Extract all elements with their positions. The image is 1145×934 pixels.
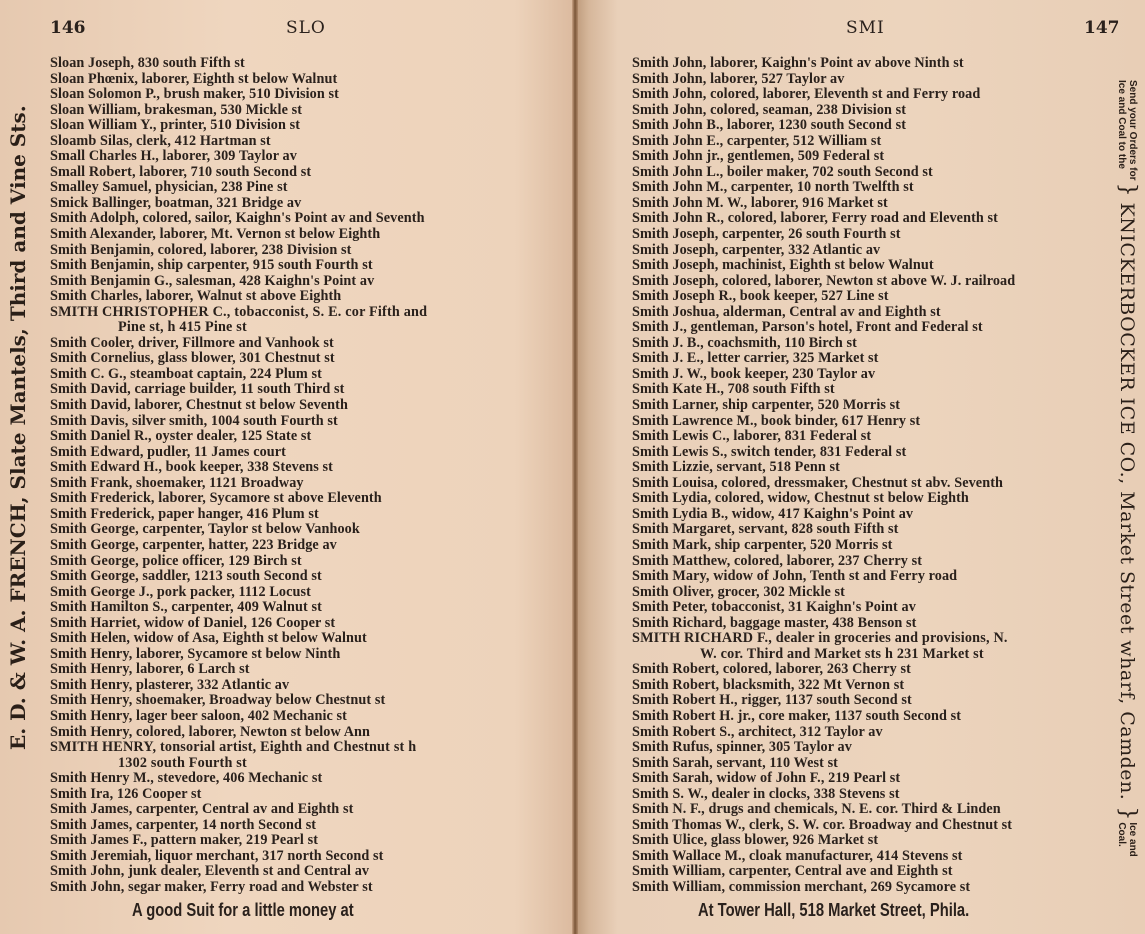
directory-entry — [632, 429, 1015, 445]
side-ad-line: Coal. — [1116, 822, 1128, 847]
entry-continuation: 1302 south Fourth st — [118, 754, 247, 771]
book-gutter — [572, 0, 578, 934]
entry-text: Smith Frederick, laborer, Sycamore st above Eleventh — [50, 490, 382, 507]
side-ad-bottom-lines — [1117, 822, 1139, 856]
directory-entry — [632, 72, 1015, 88]
directory-entry — [632, 833, 1015, 849]
directory-entry — [50, 118, 427, 134]
directory-entry — [632, 165, 1015, 181]
entry-text: Smith J. W., book keeper, 230 Taylor av — [632, 365, 876, 382]
directory-entry — [632, 864, 1015, 880]
directory-entry — [50, 600, 427, 616]
entry-text: Smith Henry M., stevedore, 406 Mechanic st — [50, 770, 323, 787]
directory-entry — [50, 227, 427, 243]
page-number-left: 146 — [50, 18, 86, 38]
entry-text: Sloan Phœnix, laborer, Eighth st below Walnut — [50, 70, 338, 87]
directory-entry — [50, 849, 427, 865]
entry-continuation: W. cor. Third and Market sts h 231 Market st — [700, 645, 984, 662]
side-ad-main: KNICKERBOCKER ICE CO., Market Street wharf, Camden. — [1116, 202, 1139, 801]
entry-text: Smith Lydia B., widow, 417 Kaighn's Point av — [632, 505, 914, 522]
directory-entry — [50, 522, 427, 538]
entry-text: Smith Lawrence M., book binder, 617 Henry st — [632, 412, 921, 429]
directory-entry — [632, 662, 1015, 678]
entry-text: Smith Henry, laborer, Sycamore st below Ninth — [50, 645, 341, 662]
entry-text: Smith George, saddler, 1213 south Second st — [50, 568, 322, 585]
entry-text: Smith Harriet, widow of Daniel, 126 Cooper st — [50, 614, 336, 631]
directory-entry — [50, 740, 427, 771]
directory-entry — [50, 414, 427, 430]
entry-text: Smith Joseph, carpenter, 26 south Fourth st — [632, 226, 901, 243]
directory-entry — [50, 771, 427, 787]
entry-text: Smith Robert H., rigger, 1137 south Second st — [632, 692, 912, 709]
directory-entry — [632, 258, 1015, 274]
directory-entry — [50, 616, 427, 632]
entry-text: Smith Robert, blacksmith, 322 Mt Vernon st — [632, 676, 905, 693]
directory-entry — [632, 243, 1015, 259]
entry-text: Smith Henry, laborer, 6 Larch st — [50, 661, 250, 678]
entry-text: Smith Larner, ship carpenter, 520 Morris st — [632, 397, 901, 414]
directory-entry — [50, 211, 427, 227]
entry-text: Smith John B., laborer, 1230 south Second st — [632, 117, 907, 134]
directory-entry — [632, 787, 1015, 803]
entry-text: Smith Joseph, colored, laborer, Newton st above W. J. railroad — [632, 272, 1016, 289]
directory-entry — [50, 507, 427, 523]
entry-text: Smith Joseph, carpenter, 332 Atlantic av — [632, 241, 881, 258]
directory-entry — [632, 818, 1015, 834]
entry-text: Smith John E., carpenter, 512 William st — [632, 132, 882, 149]
entry-text: Smith George, police officer, 129 Birch st — [50, 552, 302, 569]
entry-text: Smith Wallace M., cloak manufacturer, 414 Stevens st — [632, 847, 963, 864]
directory-entry — [632, 211, 1015, 227]
directory-entry — [632, 522, 1015, 538]
directory-entry — [50, 180, 427, 196]
directory-entry — [632, 196, 1015, 212]
entry-text: Smith Joseph R., book keeper, 527 Line st — [632, 288, 889, 305]
directory-entry — [50, 725, 427, 741]
directory-entry — [632, 398, 1015, 414]
directory-entry — [632, 382, 1015, 398]
directory-entry — [50, 72, 427, 88]
entry-text: Smith Lewis S., switch tender, 831 Federal st — [632, 443, 907, 460]
directory-entry — [632, 678, 1015, 694]
directory-entry — [50, 460, 427, 476]
directory-entry — [50, 585, 427, 601]
entry-text: Smith John, laborer, Kaighn's Point av above Ninth st — [632, 55, 964, 71]
entry-text: Smith John M. W., laborer, 916 Market st — [632, 194, 888, 211]
directory-entry — [50, 289, 427, 305]
directory-entry — [632, 445, 1015, 461]
directory-entry — [632, 491, 1015, 507]
directory-entry — [632, 616, 1015, 632]
directory-entry — [50, 367, 427, 383]
entry-text: Smith John, colored, laborer, Eleventh st and Ferry road — [632, 86, 981, 103]
directory-entry — [632, 414, 1015, 430]
running-head-right: SMI — [846, 18, 885, 38]
entry-text: Smith Henry, colored, laborer, Newton st below Ann — [50, 723, 371, 740]
directory-entry — [50, 491, 427, 507]
entry-text: Smith J. B., coachsmith, 110 Birch st — [632, 334, 857, 351]
entry-text: Sloamb Silas, clerk, 412 Hartman st — [50, 132, 271, 149]
directory-entry — [50, 631, 427, 647]
directory-entry — [632, 367, 1015, 383]
entry-text: Smith James, carpenter, 14 north Second st — [50, 816, 317, 833]
directory-entry — [632, 227, 1015, 243]
entry-text: Smith George J., pork packer, 1112 Locust — [50, 583, 311, 600]
entry-text: Smith Henry, plasterer, 332 Atlantic av — [50, 676, 290, 693]
entry-text: Smith James F., pattern maker, 219 Pearl st — [50, 832, 319, 849]
side-ad-line: Ice and Coal to the — [1116, 80, 1128, 169]
directory-entry — [50, 243, 427, 259]
directory-entry — [632, 149, 1015, 165]
entry-text: Sloan Solomon P., brush maker, 510 Division st — [50, 86, 339, 103]
entry-text: Smith Lydia, colored, widow, Chestnut st below Eighth — [632, 490, 969, 507]
entry-text: Smith Helen, widow of Asa, Eighth st below Walnut — [50, 630, 367, 647]
entry-text: Smith Jeremiah, liquor merchant, 317 north Second st — [50, 847, 384, 864]
directory-entry — [632, 460, 1015, 476]
directory-entry — [50, 693, 427, 709]
directory-entry — [50, 833, 427, 849]
directory-entry — [632, 56, 1015, 72]
directory-entry — [632, 554, 1015, 570]
directory-entry — [50, 569, 427, 585]
entry-text: Small Robert, laborer, 710 south Second st — [50, 163, 312, 180]
entry-text: Smith Thomas W., clerk, S. W. cor. Broadway and Chestnut st — [632, 816, 1013, 833]
entry-text: Smith Kate H., 708 south Fifth st — [632, 381, 835, 398]
entry-text: Smith Mark, ship carpenter, 520 Morris st — [632, 536, 893, 553]
directory-entry — [50, 336, 427, 352]
directory-entry — [632, 771, 1015, 787]
entry-text: Smick Ballinger, boatman, 321 Bridge av — [50, 194, 302, 211]
directory-entry — [632, 476, 1015, 492]
directory-entry — [50, 196, 427, 212]
entry-text: Smith J. E., letter carrier, 325 Market st — [632, 350, 879, 367]
entry-text: Smith Joshua, alderman, Central av and Eighth st — [632, 303, 941, 320]
directory-entry — [50, 305, 427, 336]
side-ad-line: Ice and — [1127, 822, 1139, 857]
footer-right: At Tower Hall, 518 Market Street, Phila. — [698, 900, 970, 920]
entry-text: Smith Lizzie, servant, 518 Penn st — [632, 459, 840, 476]
directory-entry — [632, 320, 1015, 336]
side-ad-top-lines — [1117, 80, 1139, 181]
entry-text: Smith Ira, 126 Cooper st — [50, 785, 202, 802]
directory-entry — [50, 647, 427, 663]
directory-entry — [50, 274, 427, 290]
entry-text: Smith John, colored, seaman, 238 Division st — [632, 101, 907, 118]
entry-text: Smith Benjamin G., salesman, 428 Kaighn's Point av — [50, 272, 375, 289]
entry-text: Sloan William, brakesman, 530 Mickle st — [50, 101, 303, 118]
directory-entry — [50, 351, 427, 367]
entry-text: Smith John, junk dealer, Eleventh st and Central av — [50, 863, 370, 880]
entry-text: Smith John, laborer, 527 Taylor av — [632, 70, 845, 87]
directory-entry — [632, 585, 1015, 601]
entry-text: Smith Davis, silver smith, 1004 south Fourth st — [50, 412, 338, 429]
entry-text: Small Charles H., laborer, 309 Taylor av — [50, 148, 297, 165]
entry-continuation: Pine st, h 415 Pine st — [118, 319, 247, 336]
directory-entry — [632, 693, 1015, 709]
entry-text: Smith Daniel R., oyster dealer, 125 State st — [50, 428, 312, 445]
directory-entry — [632, 351, 1015, 367]
entry-text: Smith Henry, shoemaker, Broadway below Chestnut st — [50, 692, 386, 709]
directory-entry — [50, 538, 427, 554]
entry-text: Smith Lewis C., laborer, 831 Federal st — [632, 428, 872, 445]
entry-text: Smith John, segar maker, Ferry road and Webster st — [50, 878, 373, 895]
entry-text: Smith Adolph, colored, sailor, Kaighn's Point av and Seventh — [50, 210, 425, 227]
directory-entry — [632, 756, 1015, 772]
entry-text: Smith Cornelius, glass blower, 301 Chestnut st — [50, 350, 335, 367]
side-advertisement-right — [1115, 80, 1140, 857]
entry-text: Smith George, carpenter, Taylor st below Vanhook — [50, 521, 360, 538]
directory-entry — [632, 103, 1015, 119]
directory-entry — [50, 787, 427, 803]
directory-entry — [632, 880, 1015, 896]
directory-entry — [50, 149, 427, 165]
entry-text: Smith Robert H. jr., core maker, 1137 south Second st — [632, 707, 962, 724]
entry-text: Smalley Samuel, physician, 238 Pine st — [50, 179, 288, 196]
entry-text: Smith Frank, shoemaker, 1121 Broadway — [50, 474, 304, 491]
directory-entry — [50, 476, 427, 492]
entry-text: Smith Robert S., architect, 312 Taylor av — [632, 723, 883, 740]
directory-entry — [50, 103, 427, 119]
entry-text: Smith James, carpenter, Central av and Eighth st — [50, 801, 354, 818]
directory-entry — [632, 87, 1015, 103]
entry-text: Smith David, carriage builder, 11 south Third st — [50, 381, 345, 398]
entry-text: Smith S. W., dealer in clocks, 338 Stevens st — [632, 785, 900, 802]
entry-text: Smith John M., carpenter, 10 north Twelfth st — [632, 179, 914, 196]
directory-entry — [632, 725, 1015, 741]
entry-text: Smith Joseph, machinist, Eighth st below Walnut — [632, 257, 934, 274]
entry-text: Smith Benjamin, ship carpenter, 915 south Fourth st — [50, 257, 373, 274]
directory-entry — [632, 600, 1015, 616]
side-advertisement-left: E. D. & W. A. FRENCH, Slate Mantels, Third and Vine Sts. — [6, 105, 30, 750]
entry-text: Smith Sarah, widow of John F., 219 Pearl st — [632, 770, 901, 787]
entry-text: Smith Alexander, laborer, Mt. Vernon st below Eighth — [50, 226, 381, 243]
entry-text: Smith William, carpenter, Central ave and Eighth st — [632, 863, 953, 880]
directory-entry — [632, 134, 1015, 150]
entry-text: Smith C. G., steamboat captain, 224 Plum st — [50, 365, 322, 382]
entry-text: Smith George, carpenter, hatter, 223 Bridge av — [50, 536, 337, 553]
entry-text: Smith Richard, baggage master, 438 Benson st — [632, 614, 917, 631]
entry-text: Smith John R., colored, laborer, Ferry road and Eleventh st — [632, 210, 998, 227]
entry-text: Smith Mary, widow of John, Tenth st and Ferry road — [632, 568, 958, 585]
directory-entry — [50, 864, 427, 880]
entry-text: Sloan William Y., printer, 510 Division st — [50, 117, 301, 134]
entry-text: Smith N. F., drugs and chemicals, N. E. cor. Third & Linden — [632, 801, 1001, 818]
directory-entry — [50, 554, 427, 570]
brace-icon: } — [1115, 806, 1140, 821]
entry-text: Smith Sarah, servant, 110 West st — [632, 754, 839, 771]
directory-entry — [50, 818, 427, 834]
directory-entry — [632, 740, 1015, 756]
directory-entry — [632, 305, 1015, 321]
directory-entry — [50, 445, 427, 461]
entry-text: Smith Charles, laborer, Walnut st above Eighth — [50, 288, 342, 305]
directory-entry — [50, 429, 427, 445]
side-ad-line: Send your Orders for — [1127, 80, 1139, 181]
directory-entry — [632, 274, 1015, 290]
entry-text: Smith Louisa, colored, dressmaker, Chestnut st abv. Seventh — [632, 474, 1004, 491]
entry-text: Smith Hamilton S., carpenter, 409 Walnut st — [50, 599, 322, 616]
directory-entry — [632, 289, 1015, 305]
directory-entry — [50, 87, 427, 103]
footer-left: A good Suit for a little money at — [132, 900, 354, 920]
directory-entry — [632, 507, 1015, 523]
directory-entry — [632, 631, 1015, 662]
entry-text: Smith Peter, tobacconist, 31 Kaighn's Point av — [632, 599, 916, 616]
directory-entry — [50, 880, 427, 896]
entry-text: Smith Robert, colored, laborer, 263 Cherry st — [632, 661, 911, 678]
entry-text: SMITH HENRY, tonsorial artist, Eighth and Chestnut st h — [50, 739, 417, 756]
directory-entry — [50, 134, 427, 150]
entry-text: Smith Frederick, paper hanger, 416 Plum st — [50, 505, 319, 522]
entry-text: Smith J., gentleman, Parson's hotel, Front and Federal st — [632, 319, 983, 336]
directory-list-left — [50, 56, 427, 896]
entry-text: Smith Cooler, driver, Fillmore and Vanhook st — [50, 334, 334, 351]
directory-entry — [50, 709, 427, 725]
entry-text: Smith Rufus, spinner, 305 Taylor av — [632, 739, 852, 756]
entry-text: Smith William, commission merchant, 269 Sycamore st — [632, 878, 971, 895]
entry-text: Smith John jr., gentlemen, 509 Federal st — [632, 148, 885, 165]
directory-entry — [50, 382, 427, 398]
directory-entry — [632, 336, 1015, 352]
entry-text: Smith David, laborer, Chestnut st below Seventh — [50, 397, 348, 414]
directory-entry — [632, 118, 1015, 134]
entry-text: Smith Oliver, grocer, 302 Mickle st — [632, 583, 845, 600]
entry-text: Smith Margaret, servant, 828 south Fifth st — [632, 521, 899, 538]
entry-text: Smith John L., boiler maker, 702 south Second st — [632, 163, 933, 180]
directory-entry — [50, 56, 427, 72]
entry-text: Smith Henry, lager beer saloon, 402 Mechanic st — [50, 707, 347, 724]
entry-text: Smith Ulice, glass blower, 926 Market st — [632, 832, 879, 849]
directory-entry — [50, 398, 427, 414]
directory-entry — [632, 802, 1015, 818]
entry-text: Smith Edward H., book keeper, 338 Stevens st — [50, 459, 333, 476]
directory-entry — [50, 802, 427, 818]
directory-entry — [50, 258, 427, 274]
entry-text: Smith Edward, pudler, 11 James court — [50, 443, 287, 460]
directory-entry — [632, 569, 1015, 585]
entry-text: Smith Matthew, colored, laborer, 237 Cherry st — [632, 552, 923, 569]
entry-text: Smith Benjamin, colored, laborer, 238 Division st — [50, 241, 352, 258]
directory-entry — [632, 709, 1015, 725]
running-head-left: SLO — [286, 18, 326, 38]
entry-text: SMITH CHRISTOPHER C., tobacconist, S. E. cor Fifth and — [50, 303, 428, 320]
entry-text: Sloan Joseph, 830 south Fifth st — [50, 55, 245, 71]
brace-icon: } — [1115, 182, 1140, 197]
page-number-right: 147 — [1084, 18, 1120, 38]
directory-entry — [632, 538, 1015, 554]
directory-entry — [50, 678, 427, 694]
directory-entry — [632, 849, 1015, 865]
directory-entry — [50, 165, 427, 181]
directory-list-right — [632, 56, 1015, 896]
directory-entry — [50, 662, 427, 678]
directory-entry — [632, 180, 1015, 196]
entry-text: SMITH RICHARD F., dealer in groceries and provisions, N. — [632, 630, 1008, 647]
